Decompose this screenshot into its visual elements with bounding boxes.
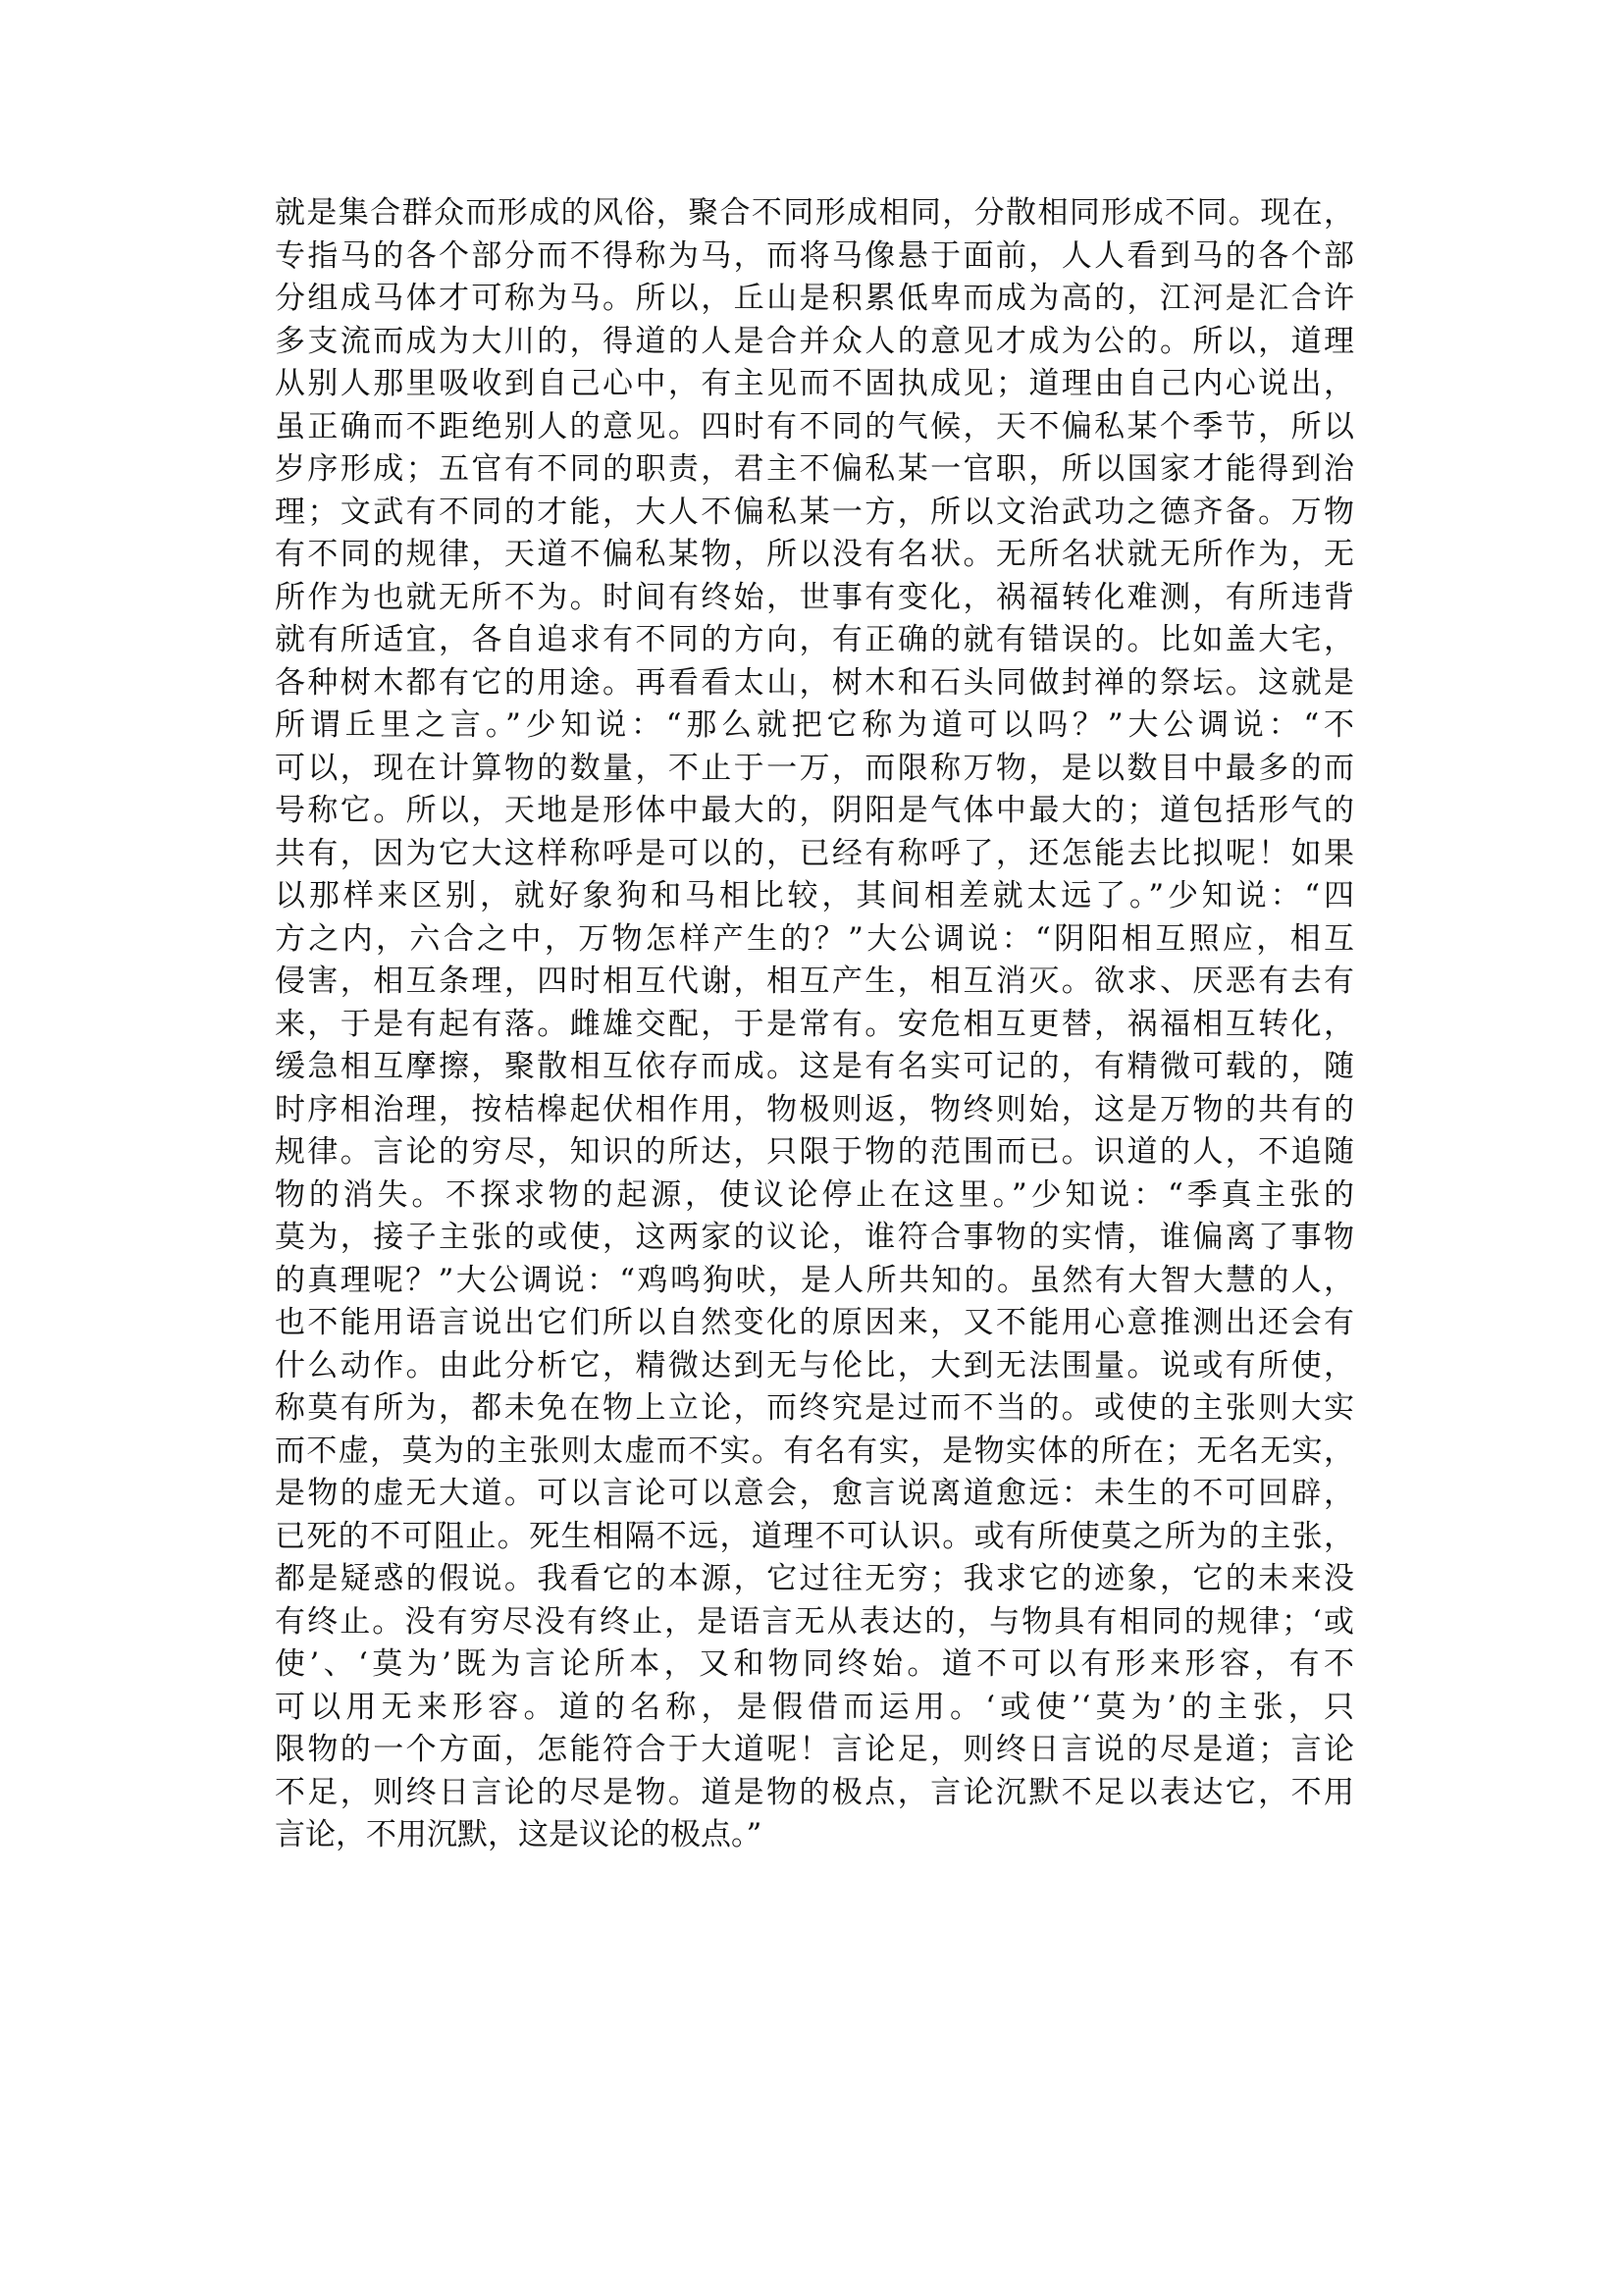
text-line: 所作为也就无所不为。时间有终始，世事有变化，祸福转化难测，有所违背 <box>275 579 1354 615</box>
text-line: 都是疑惑的假说。我看它的本源，它过往无穷；我求它的迹象，它的未来没 <box>275 1561 1354 1596</box>
text-line: 侵害，相互条理，四时相互代谢，相互产生，相互消灭。欲求、厌恶有去有 <box>275 964 1354 999</box>
text-line: 多支流而成为大川的，得道的人是合并众人的意见才成为公的。所以，道理 <box>275 323 1354 359</box>
text-line: 可以，现在计算物的数量，不止于一万，而限称万物，是以数目中最多的而 <box>275 750 1354 786</box>
text-line: 已死的不可阻止。死生相隔不远，道理不可认识。或有所使莫之所为的主张， <box>275 1518 1354 1554</box>
text-line: 是物的虚无大道。可以言论可以意会，愈言说离道愈远：未生的不可回辟， <box>275 1476 1354 1511</box>
text-line: 也不能用语言说出它们所以自然变化的原因来，又不能用心意推测出还会有 <box>275 1305 1354 1340</box>
text-line: 号称它。所以，天地是形体中最大的，阴阳是气体中最大的；道包括形气的 <box>275 793 1354 828</box>
text-line: 称莫有所为，都未免在物上立论，而终究是过而不当的。或使的主张则大实 <box>275 1390 1354 1426</box>
text-line: 而不虚，莫为的主张则太虚而不实。有名有实，是物实体的所在；无名无实， <box>275 1433 1354 1469</box>
text-line: 缓急相互摩擦，聚散相互依存而成。这是有名实可记的，有精微可载的，随 <box>275 1049 1354 1084</box>
text-line: 从别人那里吸收到自己心中，有主见而不固执成见；道理由自己内心说出， <box>275 366 1354 401</box>
text-line: 理；文武有不同的才能，大人不偏私某一方，所以文治武功之德齐备。万物 <box>275 494 1354 530</box>
text-line: 可以用无来形容。道的名称，是假借而运用。‘或使’‘莫为’的主张，只 <box>275 1689 1354 1725</box>
text-line: 虽正确而不距绝别人的意见。四时有不同的气候，天不偏私某个季节，所以 <box>275 408 1354 444</box>
text-line: 什么动作。由此分析它，精微达到无与伦比，大到无法围量。说或有所使， <box>275 1347 1354 1383</box>
text-line: 言论，不用沉默，这是议论的极点。” <box>275 1817 762 1852</box>
text-line: 所谓丘里之言。”少知说：“那么就把它称为道可以吗？”大公调说：“不 <box>275 707 1354 743</box>
text-line: 岁序形成；五官有不同的职责，君主不偏私某一官职，所以国家才能得到治 <box>275 451 1354 487</box>
body-text <box>275 192 1354 1857</box>
text-line: 时序相治理，按桔槔起伏相作用，物极则返，物终则始，这是万物的共有的 <box>275 1091 1354 1127</box>
text-line: 就有所适宜，各自追求有不同的方向，有正确的就有错误的。比如盖大宅， <box>275 622 1354 657</box>
text-line: 限物的一个方面，怎能符合于大道呢！言论足，则终日言说的尽是道；言论 <box>275 1732 1354 1767</box>
text-line: 方之内，六合之中，万物怎样产生的？”大公调说：“阴阳相互照应，相互 <box>275 920 1354 957</box>
text-line: 共有，因为它大这样称呼是可以的，已经有称呼了，还怎能去比拟呢！如果 <box>275 835 1354 871</box>
text-line: 不足，则终日言论的尽是物。道是物的极点，言论沉默不足以表达它，不用 <box>275 1774 1354 1810</box>
text-line: 物的消失。不探求物的起源，使议论停止在这里。”少知说：“季真主张的 <box>275 1176 1354 1213</box>
text-line: 有不同的规律，天道不偏私某物，所以没有名状。无所名状就无所作为，无 <box>275 537 1354 572</box>
text-line: 使’、‘莫为’既为言论所本，又和物同终始。道不可以有形来形容，有不 <box>275 1646 1354 1682</box>
text-line: 莫为，接子主张的或使，这两家的议论，谁符合事物的实情，谁偏离了事物 <box>275 1220 1354 1255</box>
text-line: 规律。言论的穷尽，知识的所达，只限于物的范围而已。识道的人，不追随 <box>275 1134 1354 1170</box>
text-line: 就是集合群众而形成的风俗，聚合不同形成相同，分散相同形成不同。现在， <box>275 195 1354 231</box>
text-line: 的真理呢？”大公调说：“鸡鸣狗吠，是人所共知的。虽然有大智大慧的人， <box>275 1262 1354 1298</box>
text-line: 有终止。没有穷尽没有终止，是语言无从表达的，与物具有相同的规律；‘或 <box>275 1603 1354 1640</box>
text-line: 各种树木都有它的用途。再看看太山，树木和石头同做封禅的祭坛。这就是 <box>275 664 1354 701</box>
text-line: 分组成马体才可称为马。所以，丘山是积累低卑而成为高的，江河是汇合许 <box>275 281 1354 316</box>
text-line: 专指马的各个部分而不得称为马，而将马像悬于面前，人人看到马的各个部 <box>275 237 1354 274</box>
text-line: 以那样来区别，就好象狗和马相比较，其间相差就太远了。”少知说：“四 <box>275 878 1354 913</box>
text-line: 来，于是有起有落。雌雄交配，于是常有。安危相互更替，祸福相互转化， <box>275 1006 1354 1042</box>
